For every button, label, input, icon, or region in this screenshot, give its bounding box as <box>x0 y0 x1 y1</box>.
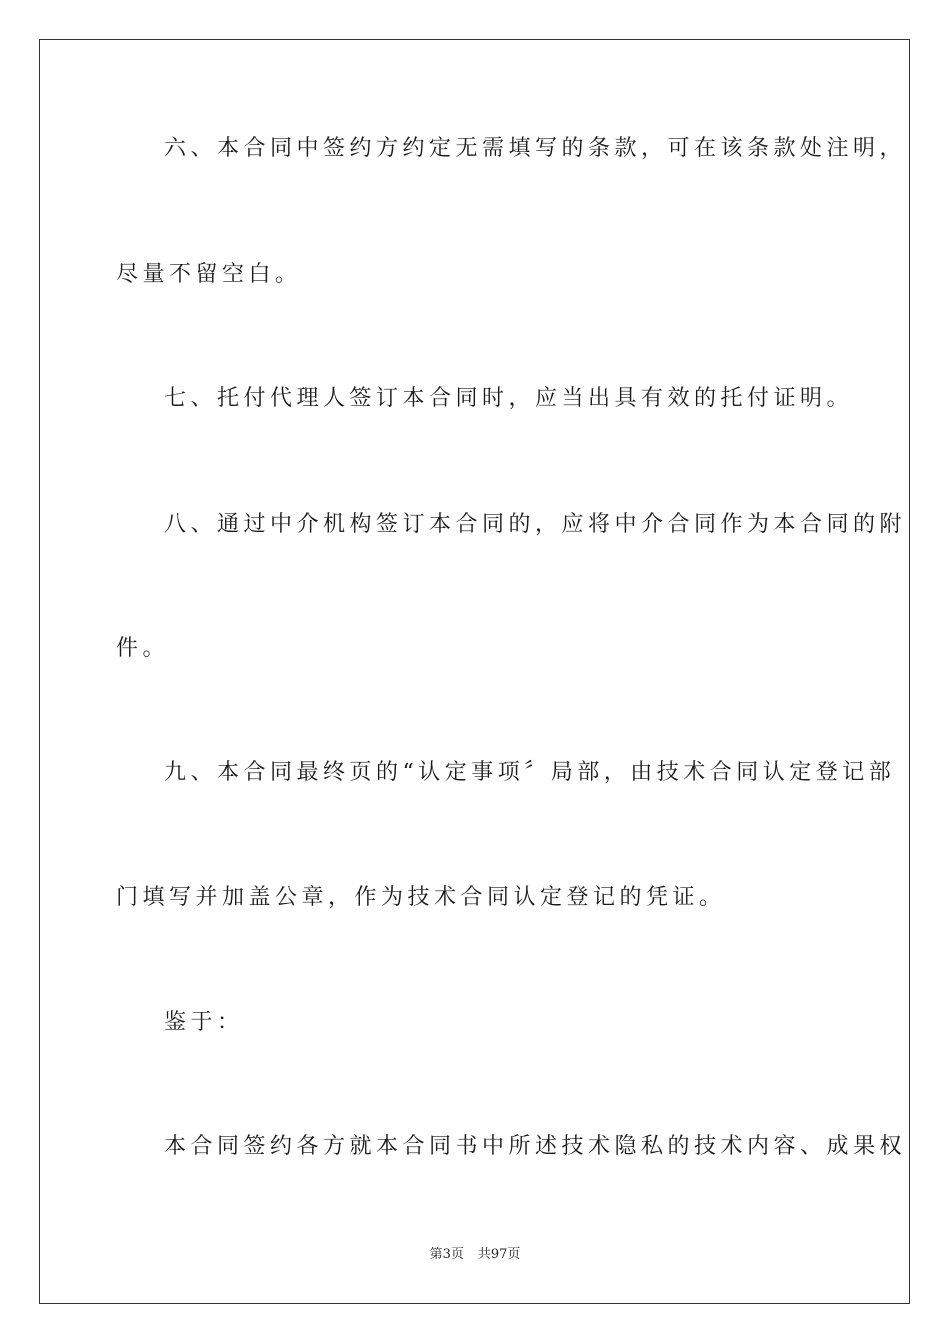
paragraph-8-line-1: 八、通过中介机构签订本合同的，应将中介合同作为本合同的附 <box>164 512 907 537</box>
paragraph-8-line-2: 件。 <box>116 636 170 661</box>
paragraph-9-line-2: 门填写并加盖公章，作为技术合同认定登记的凭证。 <box>116 885 726 910</box>
page-total: 共97页 <box>477 1247 521 1262</box>
paragraph-9-line-1: 九、本合同最终页的“认定事项〞局部，由技术合同认定登记部 <box>164 760 896 785</box>
page-number: 第3页 <box>429 1247 464 1262</box>
paragraph-7: 七、托付代理人签订本合同时，应当出具有效的托付证明。 <box>164 386 854 411</box>
page-footer <box>0 1246 950 1264</box>
paragraph-6-line-1: 六、本合同中签约方约定无需填写的条款，可在该条款处注明， <box>164 136 907 161</box>
paragraph-6-line-2: 尽量不留空白。 <box>116 262 302 287</box>
page-border <box>39 39 910 1304</box>
whereas-heading: 鉴于： <box>164 1010 244 1035</box>
whereas-paragraph-line-1: 本合同签约各方就本合同书中所述技术隐私的技术内容、成果权 <box>164 1134 907 1159</box>
